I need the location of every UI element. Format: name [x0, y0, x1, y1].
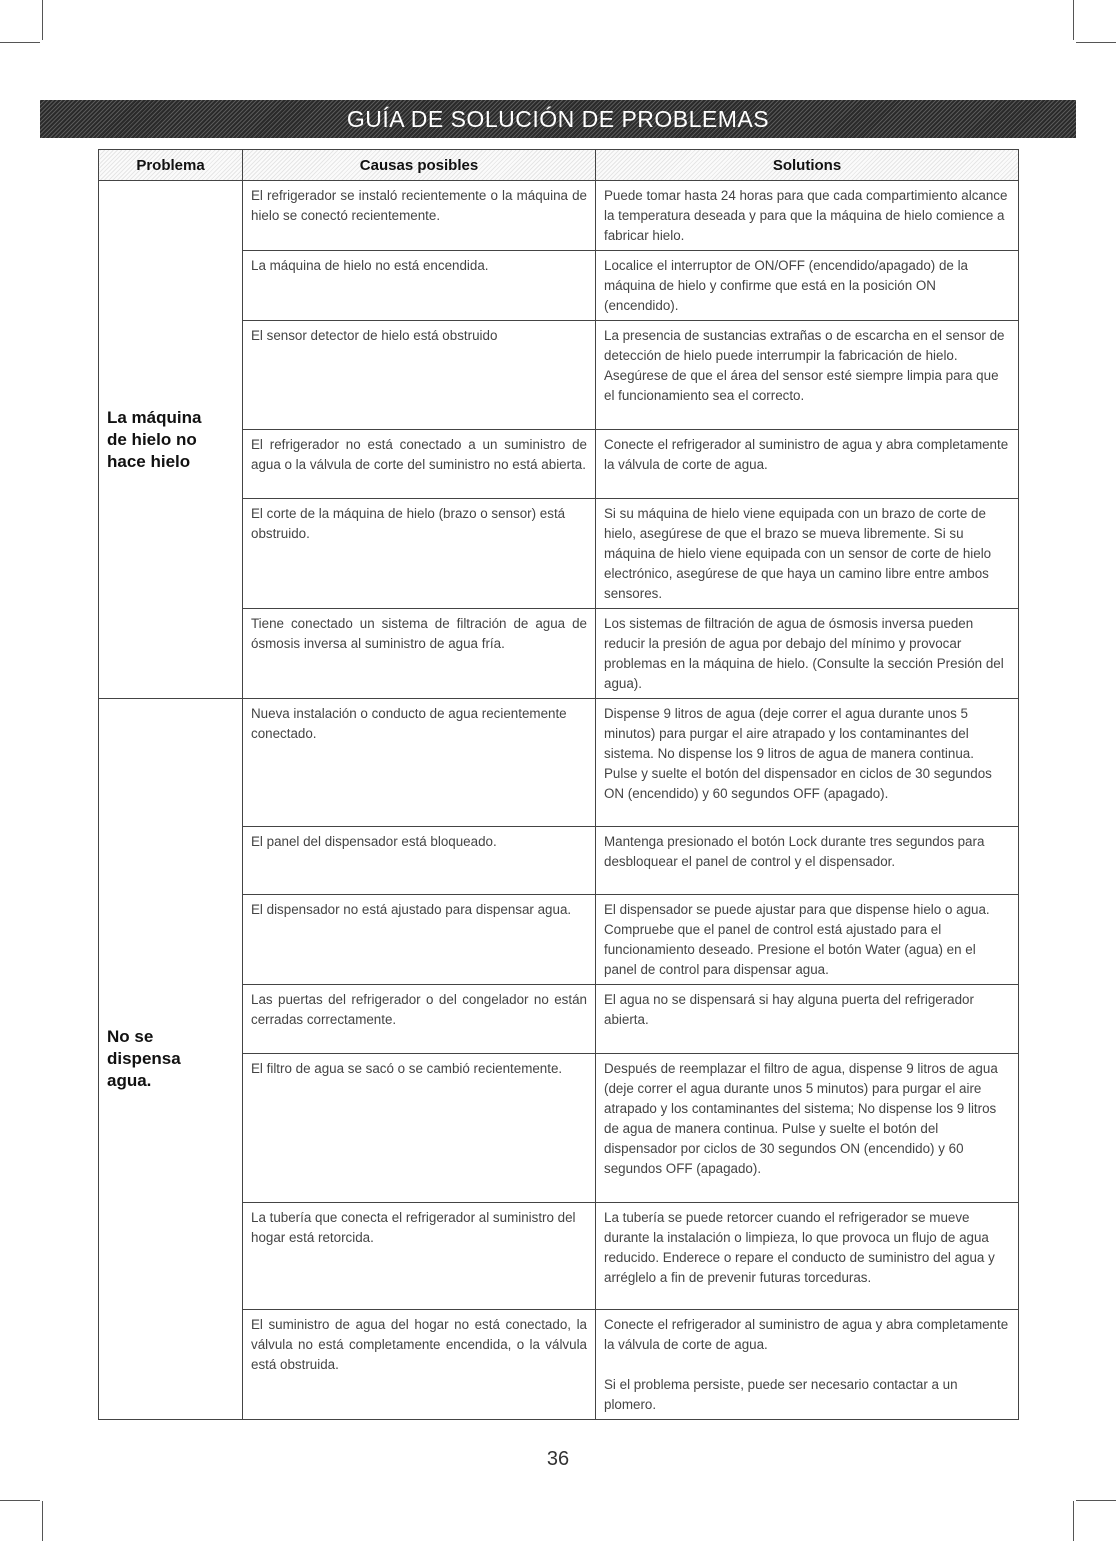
solution-note: Si el problema persiste, puede ser necesario contactar a un plomero.: [604, 1377, 958, 1412]
problem-line: de hielo no: [107, 429, 197, 449]
solution-text: La tubería se puede retorcer cuando el refrigerador se mueve durante la instalación o limpieza, lo que provoca un flujo de agua reducido. Enderece o repare el conducto de suministro del agua y arréglelo a fin de prevenir futuras torceduras.: [604, 1210, 995, 1285]
solution-text: Localice el interruptor de ON/OFF (encendido/apagado) de la máquina de hielo y confirme que está en la posición ON (encendido).: [604, 258, 968, 313]
cause-text: Tiene conectado un sistema de filtración de agua de ósmosis inversa al suministro de agua fría.: [251, 616, 587, 651]
page-title: GUÍA DE SOLUCIÓN DE PROBLEMAS: [346, 105, 770, 132]
troubleshooting-table: [98, 149, 1019, 1420]
table-header-row: [99, 150, 1019, 181]
page-number: 36: [546, 1448, 570, 1470]
column-header-problem: Problema: [99, 150, 243, 181]
cause-text: La máquina de hielo no está encendida.: [251, 258, 489, 273]
problem-line: hace hielo: [107, 451, 191, 471]
cause-text: La tubería que conecta el refrigerador al suministro del hogar está retorcida.: [251, 1210, 576, 1245]
crop-mark: [0, 1500, 40, 1501]
table-row: [99, 699, 1019, 827]
table-row: [99, 181, 1019, 251]
problem-cell: [99, 699, 243, 1420]
cause-text: El filtro de agua se sacó o se cambió recientemente.: [251, 1061, 563, 1076]
cause-text: Las puertas del refrigerador o del congelador no están cerradas correctamente.: [251, 992, 587, 1027]
crop-mark: [42, 0, 43, 40]
cause-text: El sensor detector de hielo está obstruido: [251, 328, 498, 343]
crop-mark: [1073, 1501, 1074, 1541]
cause-text: Nueva instalación o conducto de agua recientemente conectado.: [251, 706, 567, 741]
cause-text: El corte de la máquina de hielo (brazo o sensor) está obstruido.: [251, 506, 566, 541]
cause-text: El dispensador no está ajustado para dispensar agua.: [251, 902, 572, 917]
solution-text: El dispensador se puede ajustar para que dispense hielo o agua. Compruebe que el panel de control está ajustado para el funcionamiento deseado. Presione el botón Water (agua) en el panel de control para dispensar agua.: [604, 902, 990, 977]
solution-text: La presencia de sustancias extrañas o de escarcha en el sensor de detección de hielo puede interrumpir la fabricación de hielo. Asegúrese de que el área del sensor esté siempre limpia para que el funcionamiento sea el correcto.: [604, 328, 1005, 403]
cause-text: El refrigerador se instaló recientemente o la máquina de hielo se conectó recientemente.: [251, 188, 587, 223]
solution-text: Dispense 9 litros de agua (deje correr el agua durante unos 5 minutos) para purgar el aire atrapado y los contaminantes del sistema. No dispense los 9 litros de agua de manera continua. Pulse y suelte el botón del dispensador en ciclos de 30 segundos ON (encendido) y 60 segundos OFF (apagado).: [604, 706, 992, 801]
cause-text: El suministro de agua del hogar no está conectado, la válvula no está completamente encendida, o la válvula está obstruida.: [251, 1317, 587, 1372]
solution-text: Si su máquina de hielo viene equipada con un brazo de corte de hielo, asegúrese de que el brazo se mueva libremente. Si su máquina de hielo viene equipada con un sensor de corte de hielo electrónico, asegúrese de que haya un camino libre entre ambos sensores.: [604, 506, 992, 601]
problem-cell: [99, 181, 243, 699]
solution-text: El agua no se dispensará si hay alguna puerta del refrigerador abierta.: [604, 992, 974, 1027]
crop-mark: [42, 1501, 43, 1541]
problem-line: No se: [107, 1027, 154, 1046]
crop-mark: [1073, 0, 1074, 40]
solution-text: Los sistemas de filtración de agua de ósmosis inversa pueden reducir la presión de agua por debajo del mínimo y provocar problemas en la máquina de hielo. (Consulte la sección Presión del agua).: [604, 616, 1004, 691]
solution-text: Después de reemplazar el filtro de agua, dispense 9 litros de agua (deje correr el agua durante unos 5 minutos) para purgar el aire atrapado y los contaminantes del sistema; No dispense los 9 litros de agua de manera continua. Pulse y suelte el botón del dispensador por ciclos de 30 segundos ON (encendido) y 60 segundos OFF (apagado).: [604, 1061, 998, 1176]
solution-text: Puede tomar hasta 24 horas para que cada compartimiento alcance la temperatura deseada y para que la máquina de hielo comience a fabricar hielo.: [604, 188, 1008, 243]
crop-mark: [1076, 42, 1116, 43]
cause-text: El panel del dispensador está bloqueado.: [251, 834, 497, 849]
crop-mark: [0, 42, 40, 43]
problem-line: agua.: [107, 1071, 152, 1090]
column-header-solutions: Solutions: [596, 150, 1019, 181]
problem-line: dispensa: [107, 1049, 181, 1068]
solution-text: Conecte el refrigerador al suministro de agua y abra completamente la válvula de corte de agua.: [604, 437, 1009, 472]
column-header-causes: Causas posibles: [243, 150, 596, 181]
title-banner: [40, 100, 1076, 138]
problem-line: La máquina: [107, 407, 202, 427]
solution-text: Mantenga presionado el botón Lock durante tres segundos para desbloquear el panel de control y el dispensador.: [604, 834, 985, 869]
cause-text: El refrigerador no está conectado a un suministro de agua o la válvula de corte del suministro no está abierta.: [251, 437, 587, 472]
crop-mark: [1076, 1500, 1116, 1501]
solution-text: Conecte el refrigerador al suministro de agua y abra completamente la válvula de corte de agua.: [604, 1317, 1009, 1352]
